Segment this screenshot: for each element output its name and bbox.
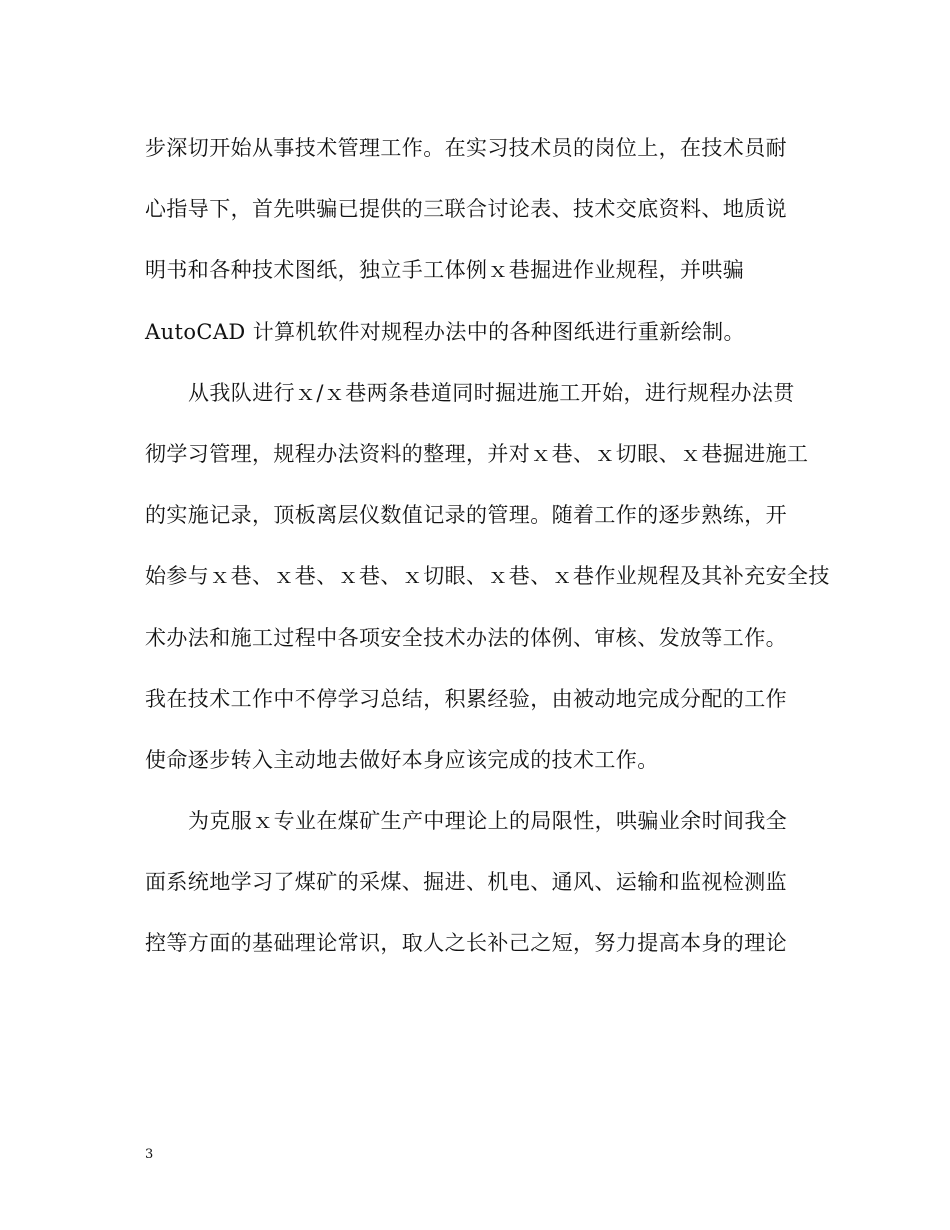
body-text bbox=[145, 118, 830, 975]
text-line-1: 步深切开始从事技术管理工作。在实习技术员的岗位上，在技术员耐 bbox=[145, 136, 787, 160]
text-line-2: 心指导下，首先哄骗已提供的三联合讨论表、技术交底资料、地质说 bbox=[145, 197, 787, 222]
text-line-10: 我在技术工作中不停学习总结，积累经验，由被动地完成分配的工作 bbox=[145, 686, 787, 711]
text-line-6: 彻学习管理，规程办法资料的整理，并对ｘ巷、ｘ切眼、ｘ巷掘进施工 bbox=[145, 441, 809, 466]
text-line-3: 明书和各种技术图纸，独立手工体例ｘ巷掘进作业规程，并哄骗 bbox=[145, 258, 745, 283]
text-line-13: 面系统地学习了煤矿的采煤、掘进、机电、通风、运输和监视检测监 bbox=[145, 870, 787, 895]
text-line-9: 术办法和施工过程中各项安全技术办法的体例、审核、发放等工作。 bbox=[145, 625, 787, 650]
text-line-11: 使命逐步转入主动地去做好本身应该完成的技术工作。 bbox=[145, 747, 659, 772]
page-number: 3 bbox=[145, 1147, 154, 1162]
text-line-14: 控等方面的基础理论常识，取人之长补己之短，努力提高本身的理论 bbox=[145, 931, 787, 956]
text-line-7: 的实施记录，顶板离层仪数值记录的管理。随着工作的逐步熟练，开 bbox=[145, 503, 787, 528]
text-line-12: 为克服ｘ专业在煤矿生产中理论上的局限性，哄骗业余时间我全 bbox=[188, 809, 788, 834]
text-line-5: 从我队进行ｘ/ｘ巷两条巷道同时掘进施工开始，进行规程办法贯 bbox=[188, 380, 795, 405]
text-line-4: AutoCAD 计算机软件对规程办法中的各种图纸进行重新绘制。 bbox=[145, 319, 745, 344]
text-line-8: 始参与ｘ巷、ｘ巷、ｘ巷、ｘ切眼、ｘ巷、ｘ巷作业规程及其补充安全技 bbox=[145, 564, 830, 589]
